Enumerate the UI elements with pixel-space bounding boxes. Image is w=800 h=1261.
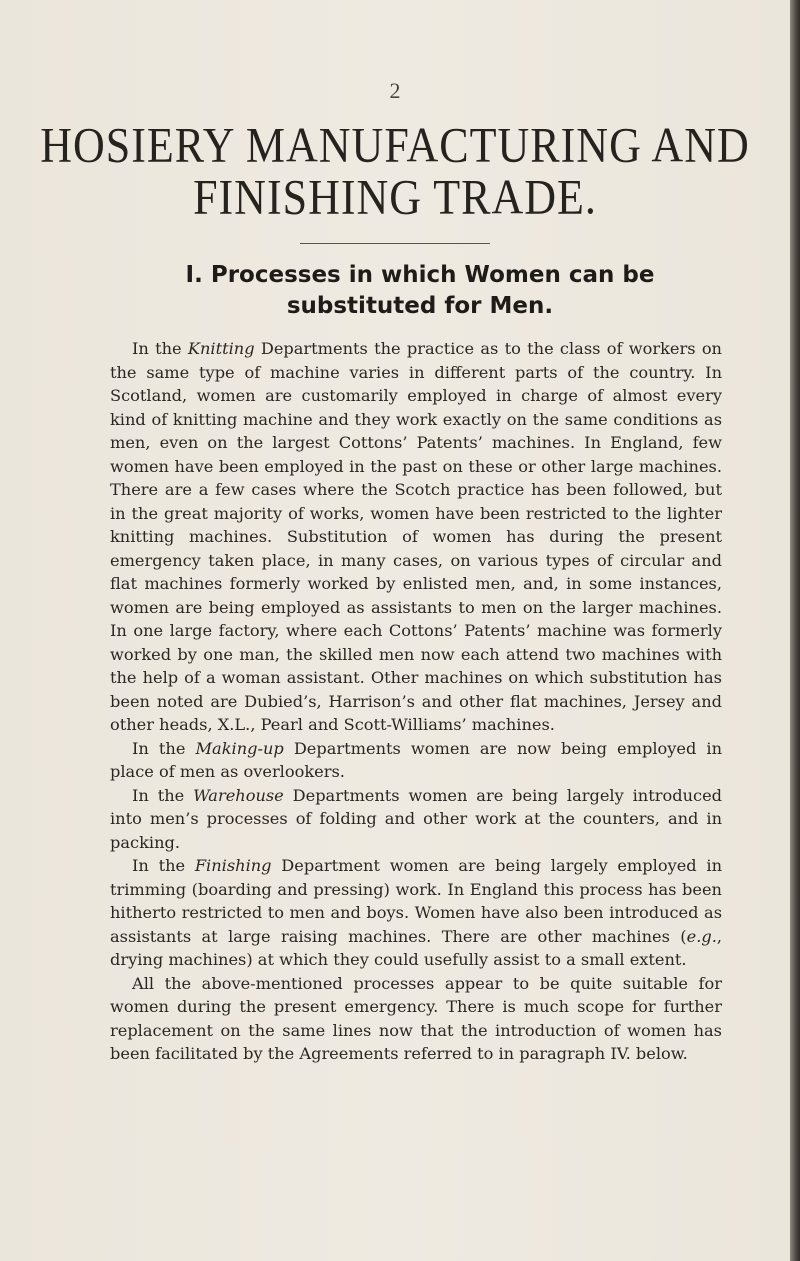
paragraph-text: , drying machines) at which they could usefully assist to a small extent. — [110, 926, 722, 969]
paragraph-text: In the — [132, 785, 194, 805]
emphasis-eg: e.g. — [686, 926, 717, 946]
title-line-2: FINISHING TRADE. — [193, 170, 597, 225]
body-text — [110, 337, 722, 1066]
paragraph-text: Departments the practice as to the class of workers on the same type of machine varies in different parts of the country. In Scotland, women are customarily employed in charge of almost every kind of knitting machine and they work exactly on the same conditions as men, even on the largest Cottons’ Patents’ machines. In England, few women have been employed in the past on these or other large machines. There are a few cases where the Scotch practice has been followed, but in the great majority of works, women have been restricted to the lighter knitting machines. Substitution of women has during the present emergency taken place, in many cases, on various types of circular and flat machines formerly worked by enlisted men, and, in some instances, women are being employed as assistants to men on the larger machines. In one large factory, where each Cottons’ Patents’ machine was formerly worked by one man, the skilled men now each attend two machines with the help of a woman assistant. Other machines on which substitution has been noted are Dubied’s, Harrison’s and other flat machines, Jersey and other heads, X.L., Pearl and Scott-Williams’ machines. — [110, 339, 722, 734]
paragraph-finishing — [110, 854, 722, 972]
paragraph-text: In the — [132, 339, 188, 358]
paragraph-summary — [110, 972, 722, 1066]
page-number: 2 — [389, 78, 401, 103]
paragraph-knitting — [110, 337, 722, 737]
paragraph-text: Departments women are being largely introduced into men’s processes of folding and other work at the counters, and in packing. — [110, 785, 723, 852]
paragraph-warehouse — [110, 784, 722, 855]
paragraph-text: All the above-mentioned processes appear to be quite suitable for women during the present emergency. There is much scope for further replacement on the same lines now that the introduction of women has been facilitated by the Agreements referred to in paragraph IV. below. — [110, 973, 722, 1063]
title-divider — [300, 243, 490, 244]
emphasis-making-up: Making-up — [195, 738, 284, 758]
section-heading: I. Processes in which Women can be substituted for Men. — [185, 262, 655, 319]
paragraph-text: Departments women are now being employed in place of men as overlookers. — [110, 738, 723, 781]
emphasis-warehouse: Warehouse — [193, 785, 284, 805]
paragraph-text: In the — [132, 738, 196, 758]
paragraph-text: Department women are being largely employed in trimming (boarding and pressing) work. In England this process has been hitherto restricted to men and boys. Women have also been introduced as assistants at large raising machines. There are other machines ( — [110, 856, 722, 946]
title-line-1: HOSIERY MANUFACTURING AND — [40, 118, 750, 173]
page-edge-shadow — [790, 0, 800, 1261]
paragraph-text: In the — [132, 856, 195, 875]
emphasis-knitting: Knitting — [187, 339, 255, 358]
paragraph-making-up — [110, 737, 722, 784]
emphasis-finishing: Finishing — [194, 856, 272, 875]
